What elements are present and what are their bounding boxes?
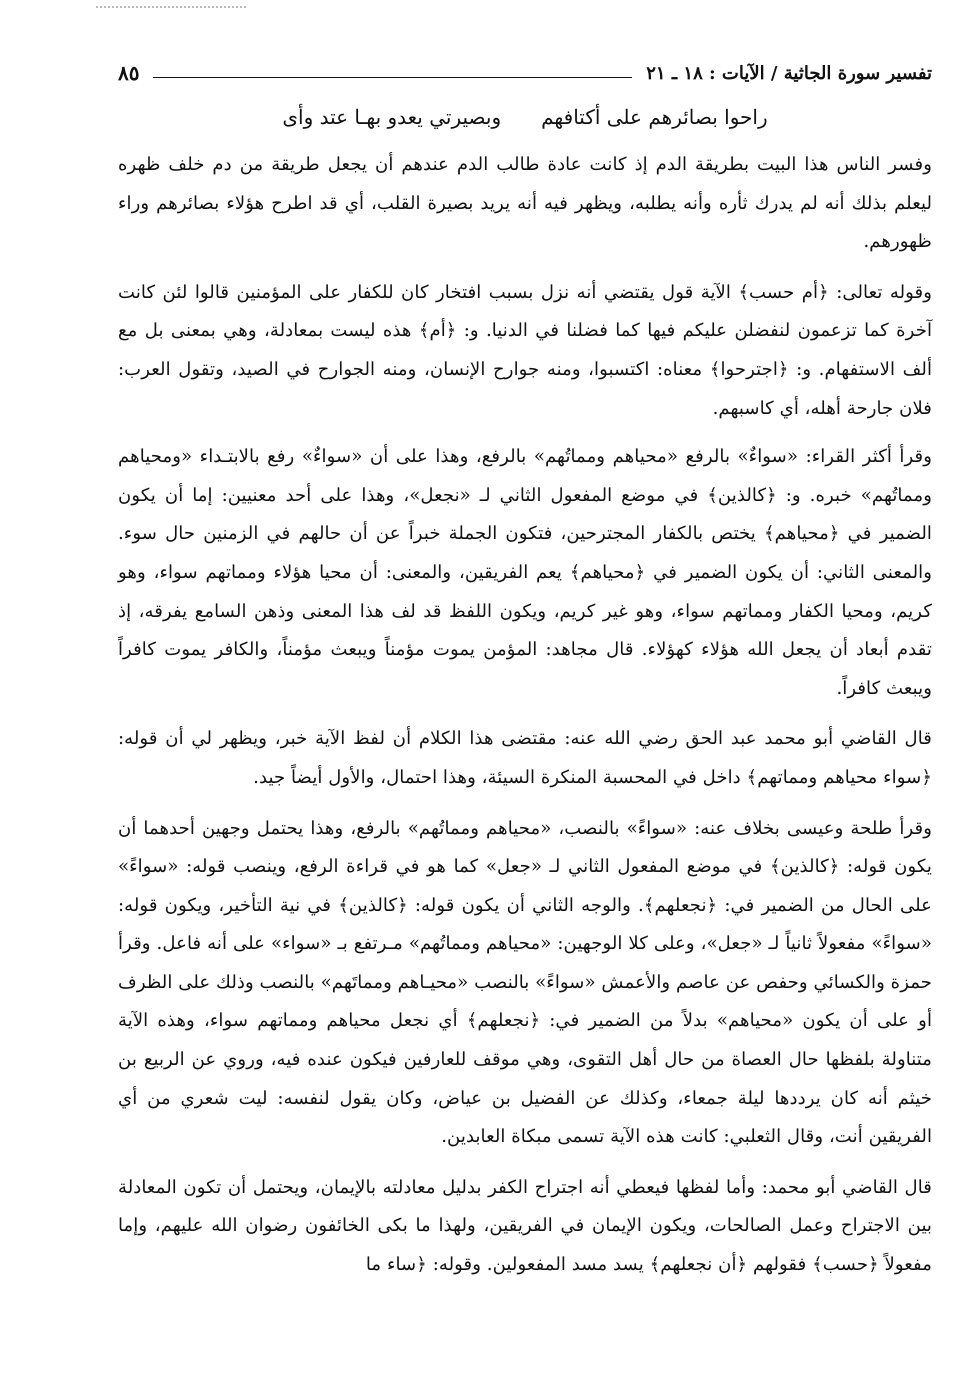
verse-hemistich-first: راحوا بصائرهم على أكتافهم bbox=[541, 105, 768, 129]
verse-hemistich-second: وبصيرتي يعدو بهـا عتد وأى bbox=[282, 105, 502, 129]
book-page bbox=[118, 58, 932, 1285]
paragraph-am-hasiba: وقوله تعالى: ﴿أم حسب﴾ الآية قول يقتضي أنه نزل بسبب افتخار كان للكفار على المؤمنين قالوا لئن كانت آخرة كما تزعمون لنفضلن عليكم فيها كما فضلنا في الدنيا. و: ﴿أم﴾ هذه ليست بمعادلة، وهي بمعنى بل مع ألف الاستفهام. و: ﴿اجترحوا﴾ معناه: اكتسبوا، ومنه جوارح الإنسان، ومنه الجوارح في الصيد، وتقول العرب: فلان جارحة أهله، أي كاسبهم. bbox=[118, 281, 932, 419]
running-title: تفسير سورة الجاثية / الآيات : ١٨ ـ ٢١ bbox=[646, 62, 932, 84]
paragraph-sawa-nasb: وقرأ طلحة وعيسى بخلاف عنه: «سواءً» بالنصب، «محياهم ومماتُهم» بالرفع، وهذا يحتمل وجهين أحدهما أن يكون قوله: ﴿كالذين﴾ في موضع المفعول الثاني لـ «جعل» كما هو في قراءة الرفع، وينصب قوله: «سواءً» على الحال من الضمير في: ﴿نجعلهم﴾. والوجه الثاني أن يكون قوله: ﴿كالذين﴾ في نية التأخير، ويكون قوله: «سواءً» مفعولاً ثانياً لـ «جعل»، وعلى كلا الوجهين: «محياهم ومماتُهم» مـرتفع بـ «سواء» على أنه فاعل. وقرأ حمزة والكسائي وحفص عن عاصم والأعمش «سواءً» بالنصب «محيـاهم ومماتَهم» بالنصب وذلك على الظرف أو على أن يكون «محياهم» بدلاً من الضمير في: ﴿نجعلهم﴾ أي نجعل محياهم ومماتهم سواء، وهذه الآية متناولة بلفظها حال العصاة من حال أهل التقوى، وهي موقف للعارفين فيكون عنده فيه، وروي عن الربيع بن خيثم أنه كان يرددها ليلة جمعاء، وكذلك عن الفضيل بن عياض، وكان يقول لنفسه: ليت شعري من أي الفريقين أنت، وقال الثعلبي: كانت هذه الآية تسمى مبكاة العابدين. bbox=[118, 817, 932, 1148]
page-number: ٨٥ bbox=[118, 61, 140, 85]
paragraph-qadi-comment: قال القاضي أبو محمد عبد الحق رضي الله عنه: مقتضى هذا الكلام أن لفظ الآية خبر، ويظهر لي أن قوله: ﴿سواء محياهم ومماتهم﴾ داخل في المحسبة المنكرة السيئة، وهذا احتمال، والأول أيضاً جيد. bbox=[118, 728, 932, 788]
paragraph-blood-path: وفسر الناس هذا البيت بطريقة الدم إذ كانت عادة طالب الدم عندهم أن يجعل طريقة من دم خلف ظهره ليعلم بذلك أنه لم يدرك ثأره وأنه يطلبه، ويظهر فيه أنه يريد بصيرة القلب، أي قد اطرح هؤلاء بصائرهم وراء ظهورهم. bbox=[118, 154, 932, 253]
paragraph-abu-muhammad: قال القاضي أبو محمد: وأما لفظها فيعطي أنه اجتراح الكفر بدليل معادلته بالإيمان، ويحتمل أن تكون المعادلة بين الاجتراح وعمل الصالحات، ويكون الإيمان في الفريقين، ولهذا ما بكى الخائفون رضوان الله عليهم، وإما مفعولاً ﴿حسب﴾ فقولهم ﴿أن نجعلهم﴾ يسد مسد المفعولين. وقوله: ﴿ساء ما bbox=[118, 1176, 932, 1276]
scan-artifact-line bbox=[96, 6, 246, 10]
poetry-verse bbox=[118, 102, 932, 132]
paragraph-sawa-raf: وقرأ أكثر القراء: «سواءٌ» بالرفع «محياهم ومماتُهم» بالرفع، وهذا على أن «سواءٌ» رفع بالابتـداء «ومحياهم ومماتُهم» خبره. و: ﴿كالذين﴾ في موضع المفعول الثاني لـ «نجعل»، وهذا على أحد معنيين: إما أن يكون الضمير في ﴿محياهم﴾ يختص بالكفار المجترحين، فتكون الجملة خبراً عن أن حالهم في الزمنين حال سوء. والمعنى الثاني: أن يكون الضمير في ﴿محياهم﴾ يعم الفريقين، والمعنى: أن محيا هؤلاء ومماتهم سواء، وهو كريم، ومحيا الكفار ومماتهم سواء، وهو غير كريم، ويكون اللفظ قد لف هذا المعنى وذهن السامع يفرقه، إذ تقدم أبعاد أن يجعل الله هؤلاء كهؤلاء. قال مجاهد: المؤمن يموت مؤمناً ويبعث مؤمناً، والكافر يموت كافراً ويبعث كافراً. bbox=[118, 446, 932, 699]
header-rule bbox=[153, 77, 632, 78]
running-header bbox=[118, 58, 932, 88]
